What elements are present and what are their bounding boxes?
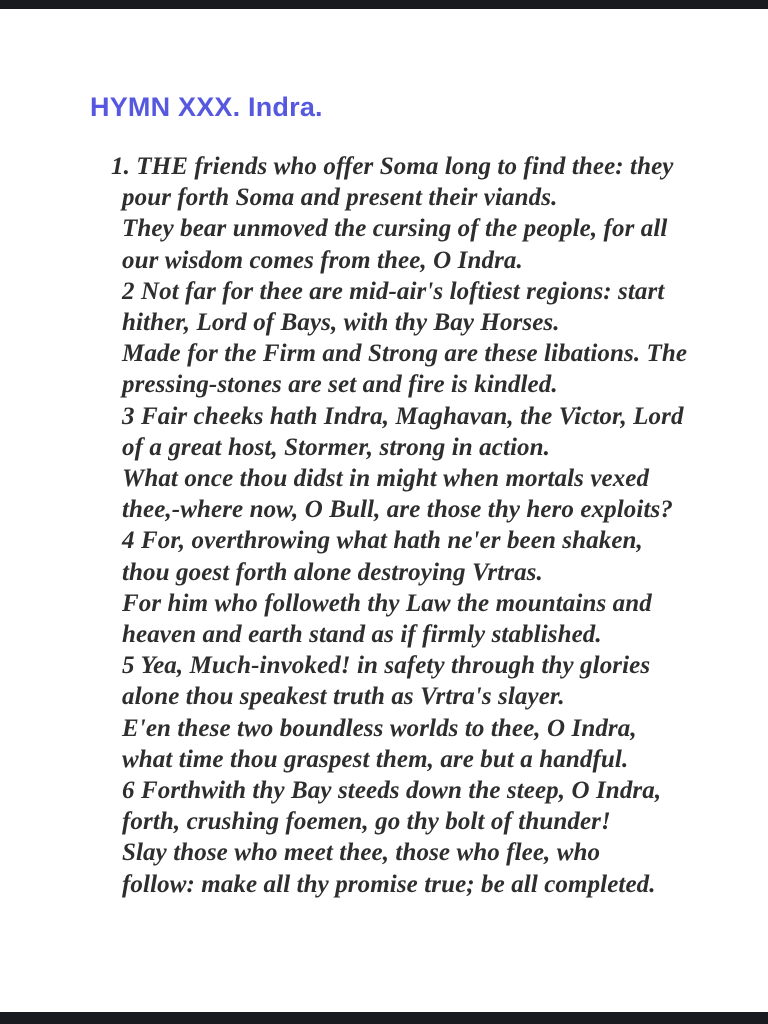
verse-line: What once thou didst in might when mortals vexed [122, 465, 650, 493]
verse-line: Made for the Firm and Strong are these libations. The [122, 340, 688, 368]
verse-lines [111, 151, 688, 900]
verse-line: 5 Yea, Much-invoked! in safety through thy glories [122, 652, 651, 680]
page-title: HYMN XXX. Indra. [90, 92, 323, 122]
verse-line: thee,-where now, O Bull, are those thy hero exploits? [122, 496, 673, 524]
verse-line: of a great host, Stormer, strong in action. [122, 433, 550, 461]
verse-line: E'en these two boundless worlds to thee, O Indra, [122, 714, 637, 742]
verse-line: For him who followeth thy Law the mountains and [122, 589, 652, 617]
verse-line: follow: make all thy promise true; be all completed. [122, 870, 656, 898]
verse-line: forth, crushing foemen, go thy bolt of thunder! [122, 808, 611, 836]
verse-line: our wisdom comes from thee, O Indra. [122, 246, 523, 274]
top-page-edge-bar [0, 0, 768, 9]
bottom-page-edge-bar [0, 1012, 768, 1024]
verse-line: They bear unmoved the cursing of the people, for all [122, 215, 668, 243]
verse-line: 3 Fair cheeks hath Indra, Maghavan, the Victor, Lord [122, 402, 684, 430]
verse-line: pressing-stones are set and fire is kindled. [122, 371, 558, 399]
verse-line: alone thou speakest truth as Vrtra's slayer. [122, 683, 565, 711]
verse-line: heaven and earth stand as if firmly stablished. [122, 621, 602, 649]
verse-line: Slay those who meet thee, those who flee, who [122, 839, 601, 867]
verse-line: what time thou graspest them, are but a handful. [122, 745, 629, 773]
verse-line: 1. THE friends who offer Soma long to find thee: they [111, 153, 674, 180]
verse-line: 2 Not far for thee are mid-air's loftiest regions: start [122, 277, 665, 305]
verse-line: hither, Lord of Bays, with thy Bay Horses. [122, 309, 560, 337]
verse-line: 4 For, overthrowing what hath ne'er been shaken, [122, 527, 643, 555]
verse-line: thou goest forth alone destroying Vrtras. [122, 558, 543, 586]
verse-line: 6 Forthwith thy Bay steeds down the steep, O Indra, [122, 777, 662, 805]
verse-line: pour forth Soma and present their viands. [122, 184, 558, 212]
